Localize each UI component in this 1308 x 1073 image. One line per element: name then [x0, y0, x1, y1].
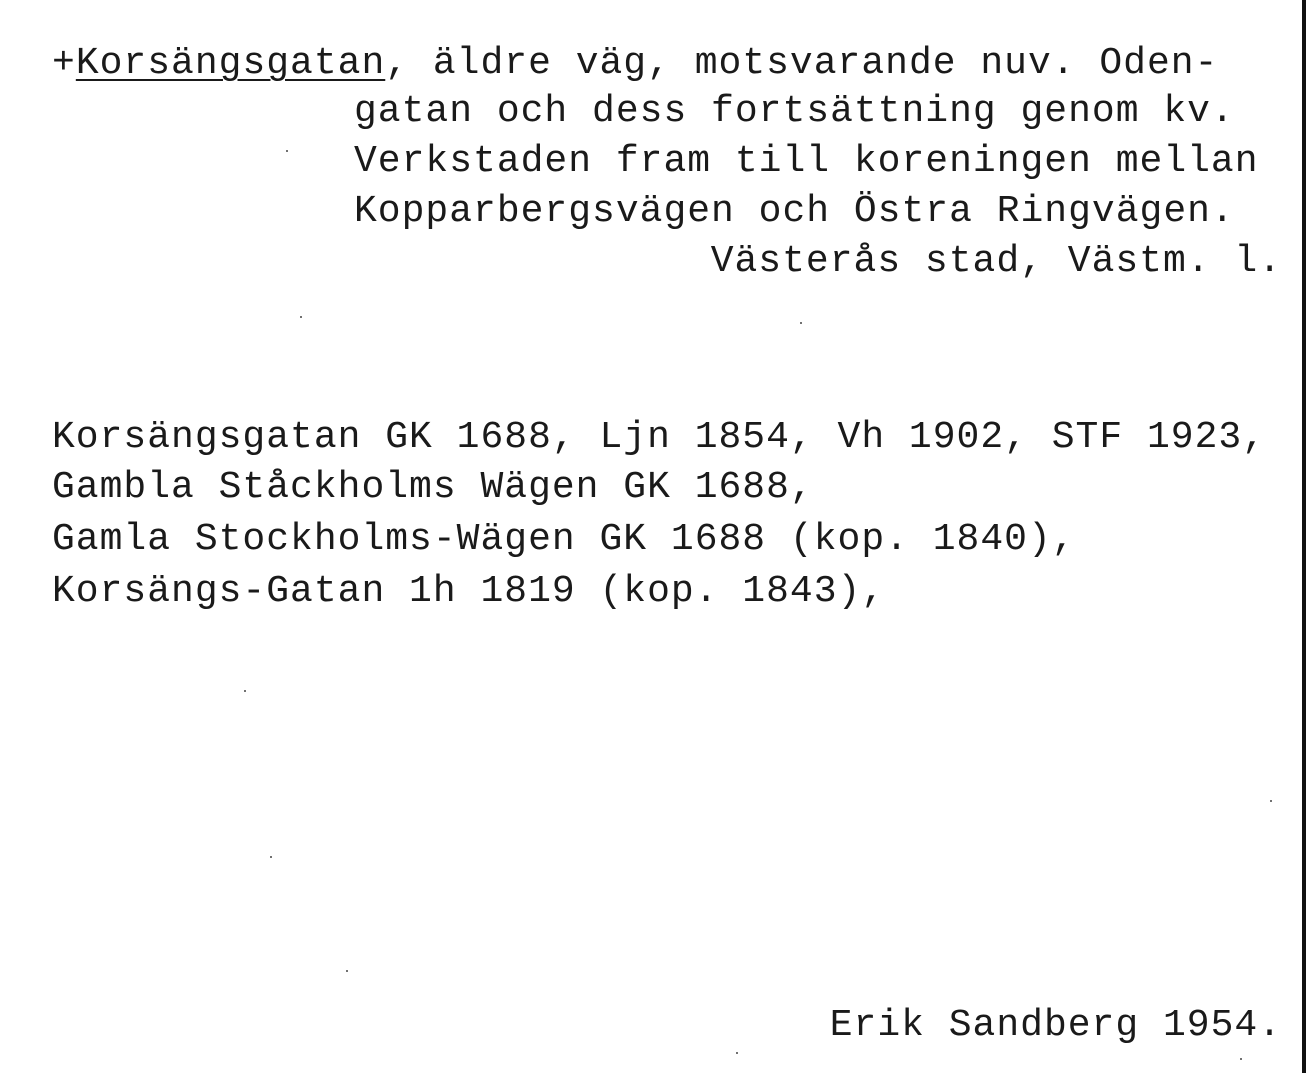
- paper-speck: [286, 150, 288, 152]
- paper-speck: [1240, 1058, 1242, 1060]
- entry-headword: Korsängsgatan: [75, 42, 386, 85]
- card-edge-line: [1302, 0, 1306, 1073]
- source-line: Gamla Stockholms-Wägen GK 1688 (kop. 1840),: [52, 518, 1076, 561]
- paper-speck: [800, 322, 802, 324]
- paper-speck: [736, 1052, 738, 1054]
- paper-speck: [270, 856, 272, 858]
- entry-line: Verkstaden fram till koreningen mellan: [354, 140, 1259, 183]
- entry-marker: +: [52, 42, 76, 85]
- entry-heading: [52, 42, 1218, 86]
- entry-place: Västerås stad, Västm. l.: [710, 240, 1282, 283]
- paper-speck: [1270, 800, 1272, 802]
- source-line: Korsängs-Gatan 1h 1819 (kop. 1843),: [52, 570, 886, 613]
- entry-line: Kopparbergsvägen och Östra Ringvägen.: [354, 190, 1235, 233]
- paper-speck: [346, 970, 348, 972]
- source-line: Korsängsgatan GK 1688, Ljn 1854, Vh 1902, STF 1923,: [52, 416, 1266, 459]
- source-line: Gambla Ståckholms Wägen GK 1688,: [52, 466, 814, 509]
- paper-speck: [244, 690, 246, 692]
- paper-speck: [300, 316, 302, 318]
- entry-line: gatan och dess fortsättning genom kv.: [354, 90, 1235, 133]
- signature: Erik Sandberg 1954.: [829, 1004, 1282, 1047]
- entry-heading-rest: , äldre väg, motsvarande nuv. Oden-: [385, 42, 1219, 85]
